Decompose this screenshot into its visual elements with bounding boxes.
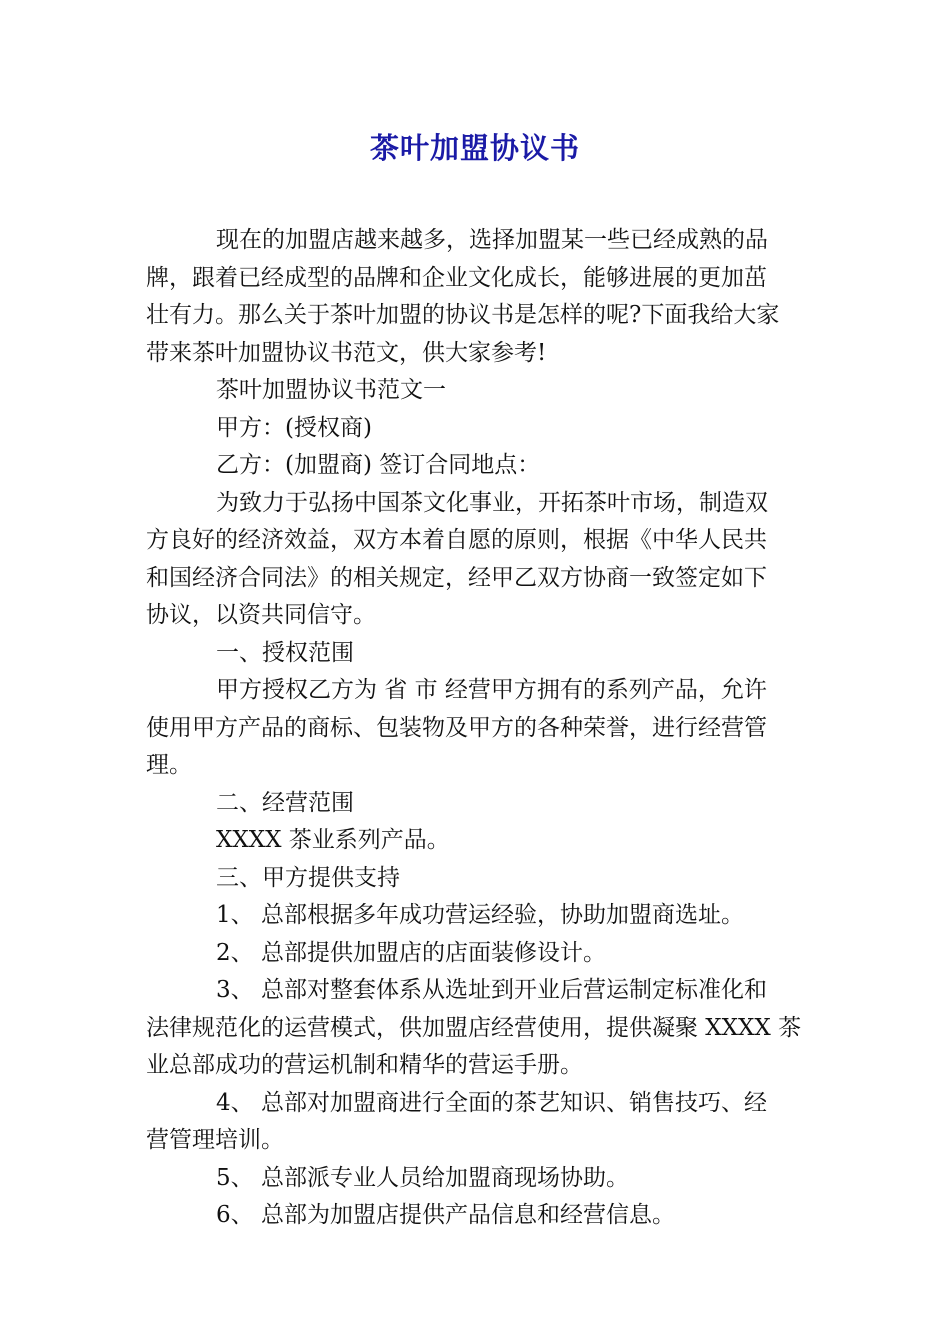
text-line: 甲方：(授权商) [216,414,372,441]
text-line: 协议，以资共同信守。 [146,602,376,628]
text-line: 现在的加盟店越来越多，选择加盟某一些已经成熟的品 [216,227,768,253]
text-line: 茶叶加盟协议书范文一 [216,377,446,403]
paragraph-party-b [146,447,806,485]
text-line: 甲方授权乙方为 省 市 经营甲方拥有的系列产品，允许 [216,677,767,703]
section-heading-2 [146,785,806,823]
paragraph-sample-heading [146,372,806,410]
text-line: 3、 总部对整套体系从选址到开业后营运制定标准化和 [216,977,767,1003]
list-item [146,1197,806,1235]
list-item [146,1085,806,1160]
list-item [146,897,806,935]
document-body [146,222,806,1235]
text-line: 壮有力。那么关于茶叶加盟的协议书是怎样的呢?下面我给大家 [146,302,780,328]
text-line: 6、 总部为加盟店提供产品信息和经营信息。 [216,1202,675,1228]
paragraph-authorization [146,672,806,785]
list-item [146,972,806,1085]
text-line: 牌，跟着已经成型的品牌和企业文化成长，能够进展的更加茁 [146,264,767,291]
text-line: XXXX 茶业系列产品。 [216,827,450,853]
document-title: 茶叶加盟协议书 [369,131,580,165]
text-line: 4、 总部对加盟商进行全面的茶艺知识、销售技巧、经 [216,1089,767,1116]
text-line: 方良好的经济效益，双方本着自愿的原则，根据《中华人民共 [146,527,767,553]
text-line: 一、授权范围 [216,639,354,666]
text-line: 二、经营范围 [216,789,354,816]
text-line: 理。 [146,752,192,778]
paragraph-business-scope [146,822,806,860]
list-item [146,1160,806,1198]
paragraph-party-a [146,410,806,448]
section-heading-1 [146,635,806,673]
list-item [146,935,806,973]
text-line: 1、 总部根据多年成功营运经验，协助加盟商选址。 [216,902,744,928]
text-line: 和国经济合同法》的相关规定，经甲乙双方协商一致签定如下 [146,564,767,591]
text-line: 使用甲方产品的商标、包装物及甲方的各种荣誉，进行经营管 [146,714,767,741]
paragraph-preamble [146,485,806,635]
paragraph-intro [146,222,806,372]
text-line: 业总部成功的营运机制和精华的营运手册。 [146,1052,583,1078]
text-line: 2、 总部提供加盟店的店面装修设计。 [216,939,606,966]
text-line: 为致力于弘扬中国茶文化事业，开拓茶叶市场，制造双 [216,489,768,516]
text-line: 法律规范化的运营模式，供加盟店经营使用，提供凝聚 XXXX 茶 [146,1014,802,1041]
text-line: 乙方：(加盟商) 签订合同地点： [216,452,541,478]
text-line: 营管理培训。 [146,1127,284,1153]
text-line: 三、甲方提供支持 [216,864,400,891]
section-heading-3 [146,860,806,898]
text-line: 5、 总部派专业人员给加盟商现场协助。 [216,1164,629,1191]
text-line: 带来茶叶加盟协议书范文，供大家参考! [146,339,547,366]
